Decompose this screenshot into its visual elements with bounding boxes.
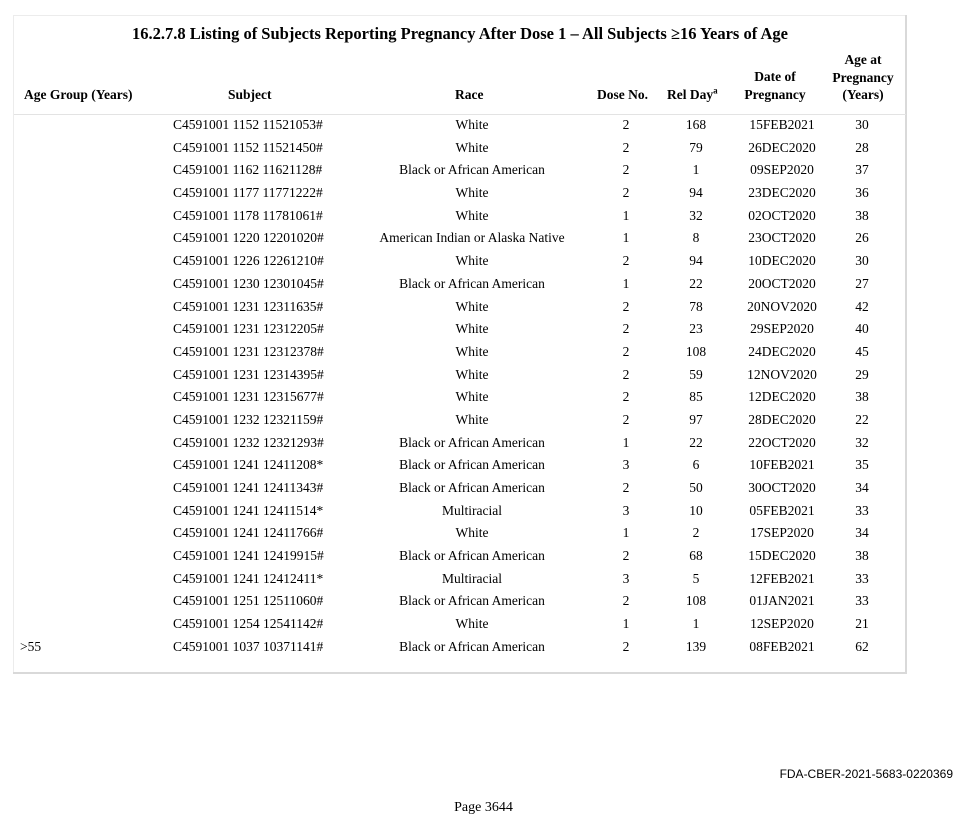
cell-age-at-pregnancy: 26: [855, 230, 869, 246]
cell-age-at-pregnancy: 21: [855, 616, 869, 632]
cell-date-of-pregnancy: 29SEP2020: [750, 321, 814, 337]
cell-rel-day: 97: [689, 411, 703, 427]
cell-subject: C4591001 1241 12411514*: [173, 502, 324, 518]
cell-age-at-pregnancy: 38: [855, 207, 869, 223]
cell-date-of-pregnancy: 09SEP2020: [750, 162, 814, 178]
cell-race: Black or African American: [399, 548, 545, 564]
cell-race: White: [455, 616, 489, 632]
cell-date-of-pregnancy: 12NOV2020: [747, 366, 817, 382]
cell-race: Multiracial: [442, 502, 502, 518]
cell-dose-no: 2: [622, 638, 630, 654]
cell-date-of-pregnancy: 26DEC2020: [748, 139, 816, 155]
cell-rel-day: 85: [689, 389, 703, 405]
table-row: [14, 159, 906, 182]
cell-subject: C4591001 1254 12541142#: [173, 616, 324, 632]
cell-date-of-pregnancy: 20NOV2020: [747, 298, 817, 314]
table-row: [14, 500, 906, 523]
cell-race: White: [455, 139, 489, 155]
header-date-line2: Pregnancy: [744, 86, 806, 102]
table-row: [14, 590, 906, 613]
cell-dose-no: 2: [622, 411, 630, 427]
table-row: [14, 409, 906, 432]
table-row: [14, 227, 906, 250]
cell-rel-day: 78: [689, 298, 703, 314]
cell-age-at-pregnancy: 38: [855, 389, 869, 405]
cell-dose-no: 2: [622, 389, 630, 405]
header-age-at-pregnancy: [822, 51, 904, 104]
cell-date-of-pregnancy: 17SEP2020: [750, 525, 814, 541]
header-rel-day: [667, 86, 718, 104]
header-age-line1: Age at: [844, 52, 882, 67]
cell-dose-no: 2: [622, 185, 630, 201]
cell-dose-no: 3: [622, 502, 630, 518]
cell-subject: C4591001 1152 11521450#: [173, 139, 323, 155]
cell-race: White: [455, 525, 489, 541]
cell-age-at-pregnancy: 33: [855, 570, 869, 586]
cell-dose-no: 2: [622, 117, 630, 132]
cell-subject: C4591001 1152 11521053#: [173, 117, 323, 132]
cell-subject: C4591001 1162 11621128#: [173, 162, 323, 178]
cell-subject: C4591001 1231 12314395#: [173, 366, 324, 382]
cell-subject: C4591001 1241 12419915#: [173, 548, 324, 564]
cell-age-at-pregnancy: 28: [855, 139, 869, 155]
cell-dose-no: 1: [622, 275, 630, 291]
cell-rel-day: 79: [689, 139, 703, 155]
cell-rel-day: 94: [689, 253, 703, 269]
cell-dose-no: 1: [622, 230, 630, 246]
cell-age-at-pregnancy: 33: [855, 502, 869, 518]
cell-race: Black or African American: [399, 593, 545, 609]
cell-date-of-pregnancy: 12DEC2020: [748, 389, 816, 405]
cell-age-at-pregnancy: 35: [855, 457, 869, 473]
cell-dose-no: 2: [622, 593, 630, 609]
cell-date-of-pregnancy: 28DEC2020: [748, 411, 816, 427]
cell-date-of-pregnancy: 12SEP2020: [750, 616, 814, 632]
cell-subject: C4591001 1231 12312378#: [173, 343, 324, 359]
cell-date-of-pregnancy: 12FEB2021: [749, 570, 815, 586]
cell-rel-day: 108: [685, 343, 707, 359]
header-rel-day-text: Rel Day: [667, 87, 714, 102]
cell-date-of-pregnancy: 15FEB2021: [749, 117, 815, 132]
cell-race: White: [455, 343, 489, 359]
cell-rel-day: 50: [689, 480, 703, 495]
header-date-line1: Date of: [754, 69, 796, 84]
cell-age-at-pregnancy: 34: [855, 525, 869, 541]
cell-rel-day: 2: [692, 525, 700, 541]
table-row: [14, 454, 906, 477]
cell-date-of-pregnancy: 20OCT2020: [748, 275, 816, 291]
cell-age-at-pregnancy: 45: [855, 343, 869, 359]
header-age-group: Age Group (Years): [24, 87, 133, 102]
cell-subject: C4591001 1230 12301045#: [173, 275, 324, 291]
cell-dose-no: 2: [622, 253, 630, 269]
table-row: [14, 432, 906, 455]
cell-dose-no: 2: [622, 162, 630, 178]
cell-rel-day: 1: [692, 616, 700, 632]
cell-subject: C4591001 1241 12411766#: [173, 525, 324, 541]
header-subject: Subject: [228, 87, 272, 102]
cell-age-at-pregnancy: 38: [855, 548, 869, 564]
table-row: [14, 273, 906, 296]
table-row: [14, 568, 906, 591]
cell-dose-no: 2: [622, 366, 630, 382]
cell-rel-day: 108: [685, 593, 707, 609]
cell-age-at-pregnancy: 30: [855, 117, 869, 132]
header-age-line2: Pregnancy: [832, 69, 894, 85]
cell-subject: C4591001 1232 12321159#: [173, 411, 324, 427]
cell-age-at-pregnancy: 33: [855, 593, 869, 609]
cell-date-of-pregnancy: 15DEC2020: [748, 548, 816, 564]
cell-race: Black or African American: [399, 162, 545, 178]
table-row: [14, 318, 906, 341]
listing-title: 16.2.7.8 Listing of Subjects Reporting Pregnancy After Dose 1 – All Subjects ≥16 Years of Age: [132, 24, 788, 43]
header-age-line3: (Years): [842, 87, 884, 102]
cell-dose-no: 3: [622, 457, 630, 473]
header-race: Race: [455, 87, 484, 102]
table-row: [14, 137, 906, 160]
cell-race: White: [455, 298, 489, 314]
cell-rel-day: 10: [689, 502, 703, 518]
cell-dose-no: 3: [622, 570, 630, 586]
cell-race: White: [455, 253, 489, 269]
cell-age-at-pregnancy: 40: [855, 321, 869, 337]
header-rel-day-footnote-mark: a: [713, 85, 718, 96]
cell-dose-no: 2: [622, 343, 630, 359]
page-number: Page 3644: [454, 800, 513, 815]
cell-rel-day: 59: [689, 366, 703, 382]
cell-rel-day: 1: [692, 162, 700, 178]
cell-rel-day: 5: [692, 570, 700, 586]
cell-dose-no: 1: [622, 434, 630, 450]
cell-subject: C4591001 1226 12261210#: [173, 253, 324, 269]
cell-rel-day: 32: [689, 207, 703, 223]
cell-date-of-pregnancy: 10DEC2020: [748, 253, 816, 269]
cell-rel-day: 22: [689, 275, 703, 291]
cell-age-at-pregnancy: 29: [855, 366, 869, 382]
cell-age-group: >55: [20, 638, 42, 654]
cell-race: White: [455, 411, 489, 427]
cell-subject: C4591001 1241 12412411*: [173, 570, 324, 586]
cell-race: Black or African American: [399, 457, 545, 473]
table-row: [14, 613, 906, 636]
cell-date-of-pregnancy: 22OCT2020: [748, 434, 816, 450]
document-id: FDA-CBER-2021-5683-0220369: [779, 767, 953, 781]
cell-dose-no: 2: [622, 548, 630, 564]
table-row: [14, 114, 906, 137]
table-row: [14, 545, 906, 568]
cell-date-of-pregnancy: 05FEB2021: [749, 502, 815, 518]
cell-subject: C4591001 1037 10371141#: [173, 638, 324, 654]
cell-age-at-pregnancy: 27: [855, 275, 869, 291]
cell-date-of-pregnancy: 10FEB2021: [749, 457, 815, 473]
cell-subject: C4591001 1231 12315677#: [173, 389, 324, 405]
cell-subject: C4591001 1177 11771222#: [173, 185, 323, 201]
cell-dose-no: 2: [622, 298, 630, 314]
cell-race: Black or African American: [399, 480, 545, 495]
header-dose-no: Dose No.: [597, 87, 648, 102]
cell-race: White: [455, 389, 489, 405]
cell-rel-day: 22: [689, 434, 703, 450]
cell-age-at-pregnancy: 30: [855, 253, 869, 269]
table-body: [14, 114, 906, 659]
cell-race: Black or African American: [399, 638, 545, 654]
cell-age-at-pregnancy: 62: [855, 638, 869, 654]
table-row: [14, 364, 906, 387]
header-date-of-pregnancy: [733, 68, 817, 103]
cell-date-of-pregnancy: 24DEC2020: [748, 343, 816, 359]
cell-rel-day: 68: [689, 548, 703, 564]
cell-dose-no: 1: [622, 616, 630, 632]
cell-age-at-pregnancy: 32: [855, 434, 869, 450]
cell-age-at-pregnancy: 36: [855, 185, 869, 201]
table-row: [14, 250, 906, 273]
table-row: [14, 296, 906, 319]
cell-race: White: [455, 366, 489, 382]
cell-subject: C4591001 1178 11781061#: [173, 207, 323, 223]
cell-race: White: [455, 321, 489, 337]
cell-dose-no: 1: [622, 207, 630, 223]
cell-date-of-pregnancy: 23DEC2020: [748, 185, 816, 201]
cell-subject: C4591001 1220 12201020#: [173, 230, 324, 246]
cell-age-at-pregnancy: 34: [855, 480, 869, 495]
cell-date-of-pregnancy: 30OCT2020: [748, 480, 816, 495]
cell-race: White: [455, 207, 489, 223]
cell-rel-day: 23: [689, 321, 703, 337]
table-row: [14, 477, 906, 500]
cell-age-at-pregnancy: 42: [855, 298, 869, 314]
table-row: [14, 341, 906, 364]
cell-subject: C4591001 1232 12321293#: [173, 434, 324, 450]
cell-date-of-pregnancy: 02OCT2020: [748, 207, 816, 223]
cell-dose-no: 2: [622, 139, 630, 155]
cell-dose-no: 1: [622, 525, 630, 541]
cell-race: White: [455, 185, 489, 201]
cell-race: White: [455, 117, 489, 132]
cell-subject: C4591001 1241 12411208*: [173, 457, 324, 473]
cell-date-of-pregnancy: 01JAN2021: [749, 593, 815, 609]
cell-age-at-pregnancy: 22: [855, 411, 869, 427]
cell-age-at-pregnancy: 37: [855, 162, 869, 178]
cell-race: Black or African American: [399, 275, 545, 291]
table-row: [14, 636, 906, 659]
table-row: [14, 522, 906, 545]
cell-date-of-pregnancy: 08FEB2021: [749, 638, 815, 654]
cell-race: Multiracial: [442, 570, 502, 586]
table-row: [14, 182, 906, 205]
cell-subject: C4591001 1231 12312205#: [173, 321, 324, 337]
cell-date-of-pregnancy: 23OCT2020: [748, 230, 816, 246]
cell-dose-no: 2: [622, 321, 630, 337]
cell-rel-day: 139: [685, 638, 707, 654]
table-row: [14, 386, 906, 409]
cell-race: Black or African American: [399, 434, 545, 450]
cell-rel-day: 94: [689, 185, 703, 201]
cell-subject: C4591001 1241 12411343#: [173, 480, 324, 495]
table-row: [14, 205, 906, 228]
cell-rel-day: 8: [692, 230, 700, 246]
cell-dose-no: 2: [622, 480, 630, 495]
cell-race: American Indian or Alaska Native: [379, 230, 565, 246]
cell-subject: C4591001 1231 12311635#: [173, 298, 324, 314]
cell-rel-day: 168: [685, 117, 707, 132]
cell-rel-day: 6: [692, 457, 700, 473]
cell-subject: C4591001 1251 12511060#: [173, 593, 324, 609]
